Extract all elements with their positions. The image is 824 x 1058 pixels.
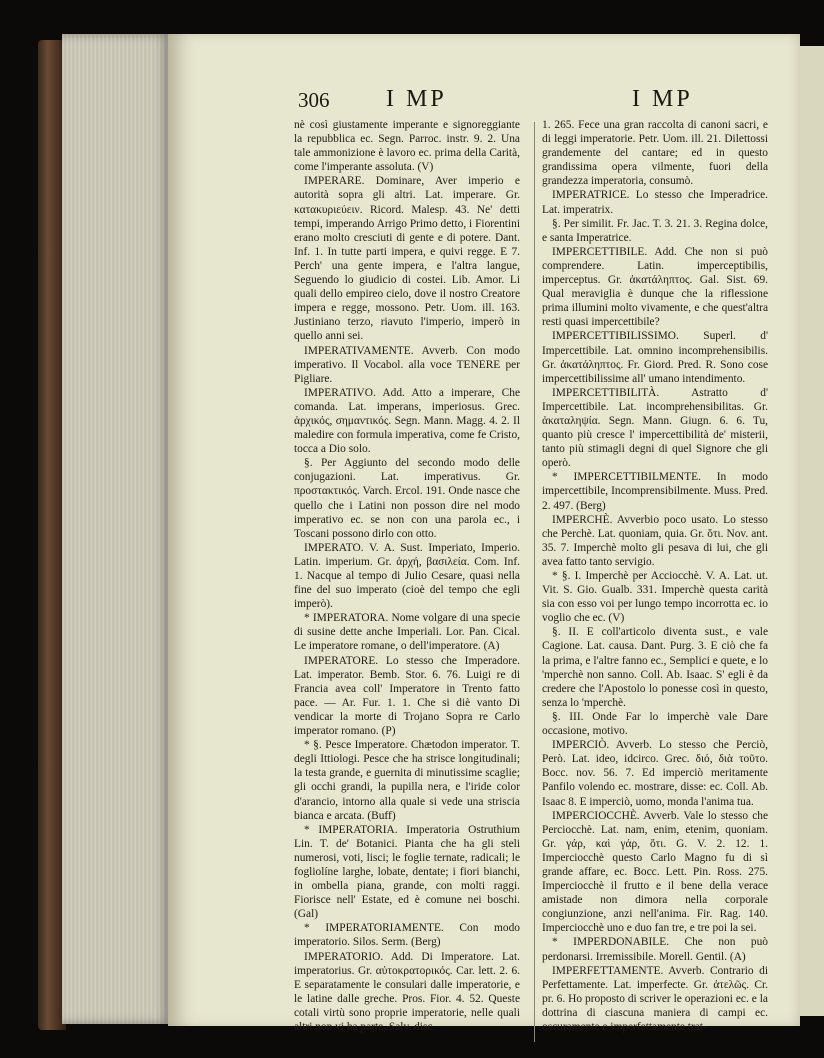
entry-paragraph: * §. I. Imperchè per Acciocchè. V. A. Lat. ut. Vit. S. Gio. Gualb. 331. Imperchè questa carità sia con esso voi per lungo tempo incorrotta ec. io voglio che ec. (V) [542,570,768,625]
dictionary-page [168,34,800,1033]
entry-paragraph: §. Per similit. Fr. Jac. T. 3. 21. 3. Regina dolce, e santa Imperatrice. [542,217,768,244]
entry-paragraph: IMPERATIVAMENTE. Avverb. Con modo imperativo. Il Vocabol. alla voce TENERE per Pigliare. [294,344,520,385]
page-stack-edge [62,34,170,1024]
entry-paragraph: IMPERCHÈ. Avverbio poco usato. Lo stesso che Perchè. Lat. quoniam, quia. Gr. ὅτι. Nov. ant. 35. 7. Imperchè molto gli pesava di lui, che gli avea fatto tanto servigio. [542,513,768,568]
entry-paragraph: IMPERATORIO. Add. Di Imperatore. Lat. imperatorius. Gr. αὐτοκρατορικός. Car. lett. 2. 6. E separatamente le consulari dalle imperatorie, e le latine dalle greche. Pros. Fior. 4. 52. Queste cotali virtù sono proprie imperatorie, nelle quali altri non vi ha parte. Salv. disc. [294,950,520,1033]
entry-paragraph: * IMPERATORA. Nome volgare di una specie di susine dette anche Imperiali. Lor. Pan. Cical. Le imperatore romane, o dell'imperatore. (A) [294,612,520,653]
entry-paragraph: * IMPERATORIA. Imperatoria Ostruthium Lin. T. de' Botanici. Pianta che ha gli steli numerosi, voti, lisci; le foglie ternate, radicali; le fogliolíne larghe, lobate, dentate; i fiori bianchi, in ombella piana, grande, con molti raggi. Fiorisce nell' Estate, ed è comune nei boschi. (Gal) [294,823,520,921]
entry-paragraph: §. Per Aggiunto del secondo modo delle conjugazioni. Lat. imperativus. Gr. προστακτικός. Varch. Ercol. 191. Onde nasce che quello che i Latini non posson dire nel modo imperativo ec. se non con una parola ec., i Toscani possono dirlo con otto. [294,457,520,540]
entry-paragraph: IMPERCETTIBILITÀ. Astratto d' Impercettibile. Lat. incomprehensibilitas. Gr. ἀκαταληψία. Segn. Mann. Giugn. 6. 6. Tu, quanto più cresce l' impercettibilità de' misterii, tanto più stimagli degni di quel Signore che gli operò. [542,386,768,470]
entry-paragraph: IMPERCIOCCHÈ. Avverb. Vale lo stesso che Perciocchè. Lat. nam, enim, etenim, quoniam. Gr. γάρ, καὶ γάρ, ὅτι. G. V. 2. 12. 1. Imperciocchè questo Carlo Magno fu di sì grande affare, ec. Bocc. Lett. Pin. Ross. 275. Imperciocchè il frutto e il bene della verace amistade non dimora nella corporale congiunzione, anzi nell'anima. Fir. Rag. 140. Imperciocchè uno e duo fan tre, e tre poi la sei. [542,809,768,935]
entry-paragraph: * IMPERCETTIBILMENTE. In modo impercettibile, Incomprensibilmente. Muss. Pred. 2. 497. (Berg) [542,471,768,512]
entry-paragraph: IMPERATIVO. Add. Atto a imperare, Che comanda. Lat. imperans, imperiosus. Grec. ἀρχικός, σημαντικός. Segn. Mann. Magg. 4. 2. Il maledire con formula imperativa, come fe Cristo, tocca a Dio solo. [294,386,520,456]
entry-paragraph: IMPERCETTIBILISSIMO. Superl. d' Impercettibile. Lat. omnino incomprehensibilis. Gr. ἀκατάληπτος. Fr. Giord. Pred. R. Sono cose impercettibilissime all' umano intendimento. [542,330,768,385]
entry-paragraph: * IMPERATORIAMENTE. Con modo imperatorio. Silos. Serm. (Berg) [294,922,520,949]
entry-paragraph: * IMPERDONABILE. Che non può perdonarsi. Irremissibile. Morell. Gentil. (A) [542,936,768,963]
entry-paragraph: 1. 265. Fece una gran raccolta di canoni sacri, e di leggi imperatorie. Petr. Uom. ill. 21. Dilettossi grandemente del cantare; ed in questo grandissima opera vilmente, fuori della grandezza imperatoria, consumò. [542,119,768,188]
entry-paragraph: IMPERCETTIBILE. Add. Che non si può comprendere. Latin. imperceptibilis, imperceptus. Gr. ἀκατάληπτος. Gal. Sist. 69. Qual meraviglia è dunque che la riflessione prima illumini molto vivamente, e che quest'altra resti quasi impercettibile? [542,245,768,329]
running-head-right: I MP [632,86,693,112]
entry-paragraph: nè così giustamente imperante e signoreggiante la repubblica ec. Segn. Parroc. instr. 9. 2. Una tale ammonizione è lavoro ec. prima della Carità, come l'imperante assoluta. (V) [294,119,520,174]
entry-paragraph: IMPERATRICE. Lo stesso che Imperadrice. Lat. imperatrix. [542,189,768,216]
entry-paragraph: IMPERARE. Dominare, Aver imperio e autorità sopra gli altri. Lat. imperare. Gr. κατακυριεύειν. Ricord. Malesp. 43. Ne' detti tempi, imperando Arrigo Primo detto, i Fiorentini erano molto cresciuti di gente e di potere. Dant. Inf. 1. In tutte parti impera, e quivi regge. E 7. Perch' una gente impera, e l'altra langue, Seguendo lo giudicio di costei. Lib. Amor. Li quali dello empireo cielo, dove il nostro Creatore impera e regge, mossono. Petr. Uom. ill. 163. Justiniano terzo, riavuto l'imperio, imperò in quello anni sei. [294,175,520,343]
entry-paragraph: §. II. E coll'articolo diventa sust., e vale Cagione. Lat. causa. Dant. Purg. 3. E ciò che fa la prima, e l'altre fanno ec., Semplici e quete, e lo 'mperchè non sanno. Coll. Ab. Isaac. S' egli è da credere che l'Apostolo lo ponesse così in questo, senza lo 'mperchè. [542,626,768,709]
left-column [294,118,520,1048]
page-number: 306 [298,88,330,112]
column-divider [534,122,535,1042]
running-head-left: I MP [386,86,447,112]
entry-paragraph: §. III. Onde Far lo imperchè vale Dare occasione, motivo. [542,710,768,738]
entry-paragraph: IMPERCIÒ. Avverb. Lo stesso che Perciò, Però. Lat. ideo, idcirco. Grec. διό, διὰ τοῦτο. Bocc. nov. 56. 7. Ed imperciò meritamente Panfilo volendo ec. mostrare, disse: ec. Coll. Ab. Isaac 8. E imperciò, uomo, monda l'anima tua. [542,739,768,808]
entry-paragraph: * §. Pesce Imperatore. Chætodon imperator. T. degli Ittiologi. Pesce che ha strisce longitudinali; la testa grande, e guernita di minutissime scaglie; gli occhi grandi, la pupilla nera, e l'iride color d'arancio, intorno alla quale si vede una striscia bianca e arcata. (Buff) [294,739,520,822]
entry-paragraph: IMPERFETTAMENTE. Avverb. Contrario di Perfettamente. Lat. imperfecte. Gr. ἀτελῶς. Cr. pr. 6. Ho proposto di scriver le operazioni ec. e la dottrina di ciascuna maniera di campi ec. oscuramente e imperfettamente trat- [542,964,768,1033]
entry-paragraph: IMPERATO. V. A. Sust. Imperiato, Imperio. Latin. imperium. Gr. ἀρχή, βασιλεία. Com. Inf. 1. Nacque al tempo di Julio Cesare, quasi nella fine del suo imperato (cioè del tempo che egli imperò). [294,541,520,611]
facing-page-edge [800,46,824,1016]
entry-paragraph: IMPERATORE. Lo stesso che Imperadore. Lat. imperator. Bemb. Stor. 6. 76. Luigi re di Francia avea coll' Imperatore in Trento fatto pace. — Ar. Fur. 1. 1. Che si diè vanto Di vendicar la morte di Trojano Sopra re Carlo imperator romano. (P) [294,654,520,738]
right-column [542,118,768,1048]
